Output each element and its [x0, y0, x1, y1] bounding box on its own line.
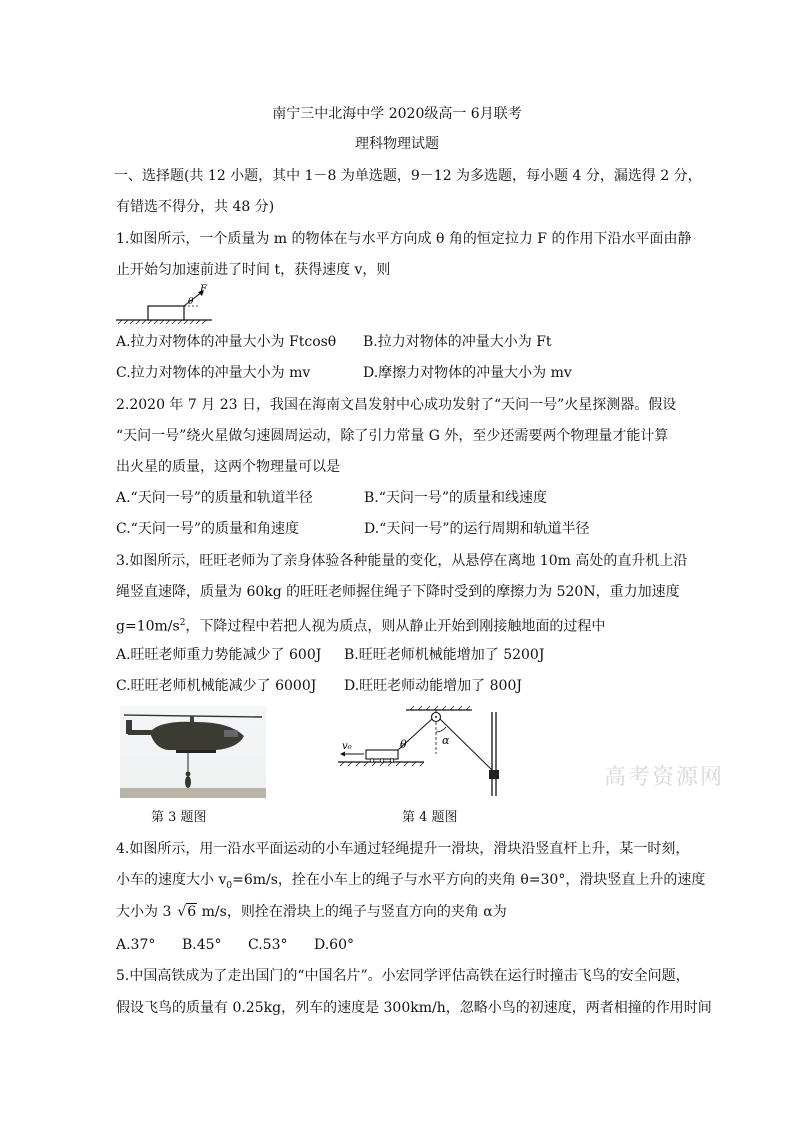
q4-cart-wheel-left [370, 759, 374, 763]
q1-block [148, 306, 184, 320]
q3-option-c: C.旺旺老师机械能减少了 6000J [116, 678, 317, 694]
q2-option-c: C.“天问一号”的质量和角速度 [116, 521, 299, 537]
figure4-caption: 第 4 题图 [402, 810, 458, 825]
q2-stem-line3: 出火星的质量，这两个物理量可以是 [116, 459, 340, 475]
person [185, 776, 191, 788]
q1-stem-line2: 止开始匀加速前进了时间 t，获得速度 v，则 [116, 262, 391, 278]
section-instructions-line2: 有错选不得分，共 48 分) [116, 199, 275, 215]
q3-option-d: D.旺旺老师动能增加了 800J [344, 678, 522, 694]
section-instructions-line1: 一、选择题(共 12 小题，其中 1－8 为单选题，9－12 为多选题，每小题 4 分，漏选得 2 分， [114, 168, 702, 184]
q4-radicand: 6 [187, 904, 197, 920]
q4-figure [336, 700, 508, 796]
person-head [186, 772, 191, 777]
q5-stem-line1: 5.中国高铁成为了走出国门的“中国名片”。小宏同学评估高铁在运行时撞击飞鸟的安全问题， [116, 968, 690, 984]
q4-alpha-label: α [442, 734, 450, 747]
q4-velocity-subscript: 0 [226, 880, 233, 891]
q1-stem-line1: 1.如图所示，一个质量为 m 的物体在与水平方向成 θ 角的恒定拉力 F 的作用下沿水平面由静 [116, 231, 692, 247]
q5-stem-line2: 假设飞鸟的质量有 0.25kg，列车的速度是 300km/h，忽略小鸟的初速度，两者相撞的作用时间 [116, 1000, 712, 1016]
q4-pulley-axle [435, 716, 437, 718]
q4-cart [366, 750, 398, 759]
q1-force-label: F [200, 284, 207, 295]
watermark: 高考资源网 [604, 765, 725, 790]
sqrt-symbol: √6 [177, 904, 197, 920]
q3-option-a: A.旺旺老师重力势能减少了 600J [116, 647, 322, 663]
q4-option-a: A.37° [116, 937, 156, 953]
q4-v0-arrowhead [340, 752, 345, 757]
q4-velocity-text: 小车的速度大小 v [116, 872, 227, 888]
q3-stem-line1: 3.如图所示，旺旺老师为了亲身体验各种能量的变化，从悬停在离地 10m 高处的直升机上沿 [116, 553, 688, 569]
q2-stem-line2: “天问一号”绕火星做匀速圆周运动，除了引力常量 G 外，至少还需要两个物理量才能计算 [116, 428, 669, 444]
q2-option-d: D.“天问一号”的运行周期和轨道半径 [364, 521, 590, 537]
q2-option-b: B.“天问一号”的质量和线速度 [364, 490, 548, 506]
q3-option-b: B.旺旺老师机械能增加了 5200J [344, 647, 545, 663]
q4-stem-line1: 4.如图所示，用一沿水平面运动的小车通过轻绳提升一滑块，滑块沿竖直杆上升，某一时刻， [116, 841, 690, 857]
q4-cart-wheel-mid [380, 759, 384, 763]
q3-stem-line3-rest: ，下降过程中若把人视为质点，则从静止开始到刚接触地面的过程中 [185, 618, 606, 635]
q2-option-a: A.“天问一号”的质量和轨道半径 [116, 490, 313, 506]
q1-option-d: D.摩擦力对物体的冲量大小为 mv [363, 365, 572, 381]
q4-v0-label: v₀ [342, 741, 352, 752]
q2-stem-line1: 2.2020 年 7 月 23 日，我国在海南文昌发射中心成功发射了“天问一号”火星探测器。假设 [116, 397, 677, 413]
q4-cart-wheel-right [390, 759, 394, 763]
figure3-caption: 第 3 题图 [151, 810, 207, 825]
q1-option-a: A.拉力对物体的冲量大小为 Ftcosθ [116, 334, 337, 350]
q3-gravity-text: g=10m/s [116, 618, 180, 635]
q4-stem-line3-rest: m/s，则拴在滑块上的绳子与竖直方向的夹角 α为 [197, 904, 507, 920]
ground-strip [120, 788, 266, 798]
q4-slider [489, 770, 499, 779]
q3-stem-line2: 绳竖直速降，质量为 60kg 的旺旺老师握住绳子下降时受到的摩擦力为 520N，重力加速度 [116, 584, 680, 600]
q4-option-c: C.53° [248, 937, 288, 953]
cockpit-window [224, 730, 238, 737]
q1-theta-label: θ [188, 297, 194, 307]
exam-title: 南宁三中北海中学 2020级高一 6月联考 [272, 106, 522, 122]
q1-figure [114, 284, 214, 324]
helicopter-photo [120, 706, 266, 798]
q4-stem-line2-rest: =6m/s，拴在小车上的绳子与水平方向的夹角 θ=30°，滑块竖直上升的速度 [232, 872, 706, 888]
tail-fin [126, 720, 132, 734]
q4-alpha-arc [436, 727, 446, 732]
q4-option-d: D.60° [314, 937, 354, 953]
q4-theta-label: θ [400, 738, 407, 751]
q4-stem-line2 [116, 870, 705, 896]
q1-option-c: C.拉力对物体的冲量大小为 mv [116, 365, 311, 381]
exam-subtitle: 理科物理试题 [355, 136, 439, 152]
q3-gravity-exponent: 2 [179, 618, 186, 628]
q3-stem-line3 [116, 613, 605, 637]
q1-option-b: B.拉力对物体的冲量大小为 Ft [363, 334, 552, 350]
landing-gear [176, 750, 216, 753]
q4-stem-line3 [116, 902, 507, 922]
q4-option-b: B.45° [182, 937, 222, 953]
q1-ground-hatch [118, 320, 206, 324]
q4-speed-prefix: 大小为 3 [116, 904, 172, 920]
